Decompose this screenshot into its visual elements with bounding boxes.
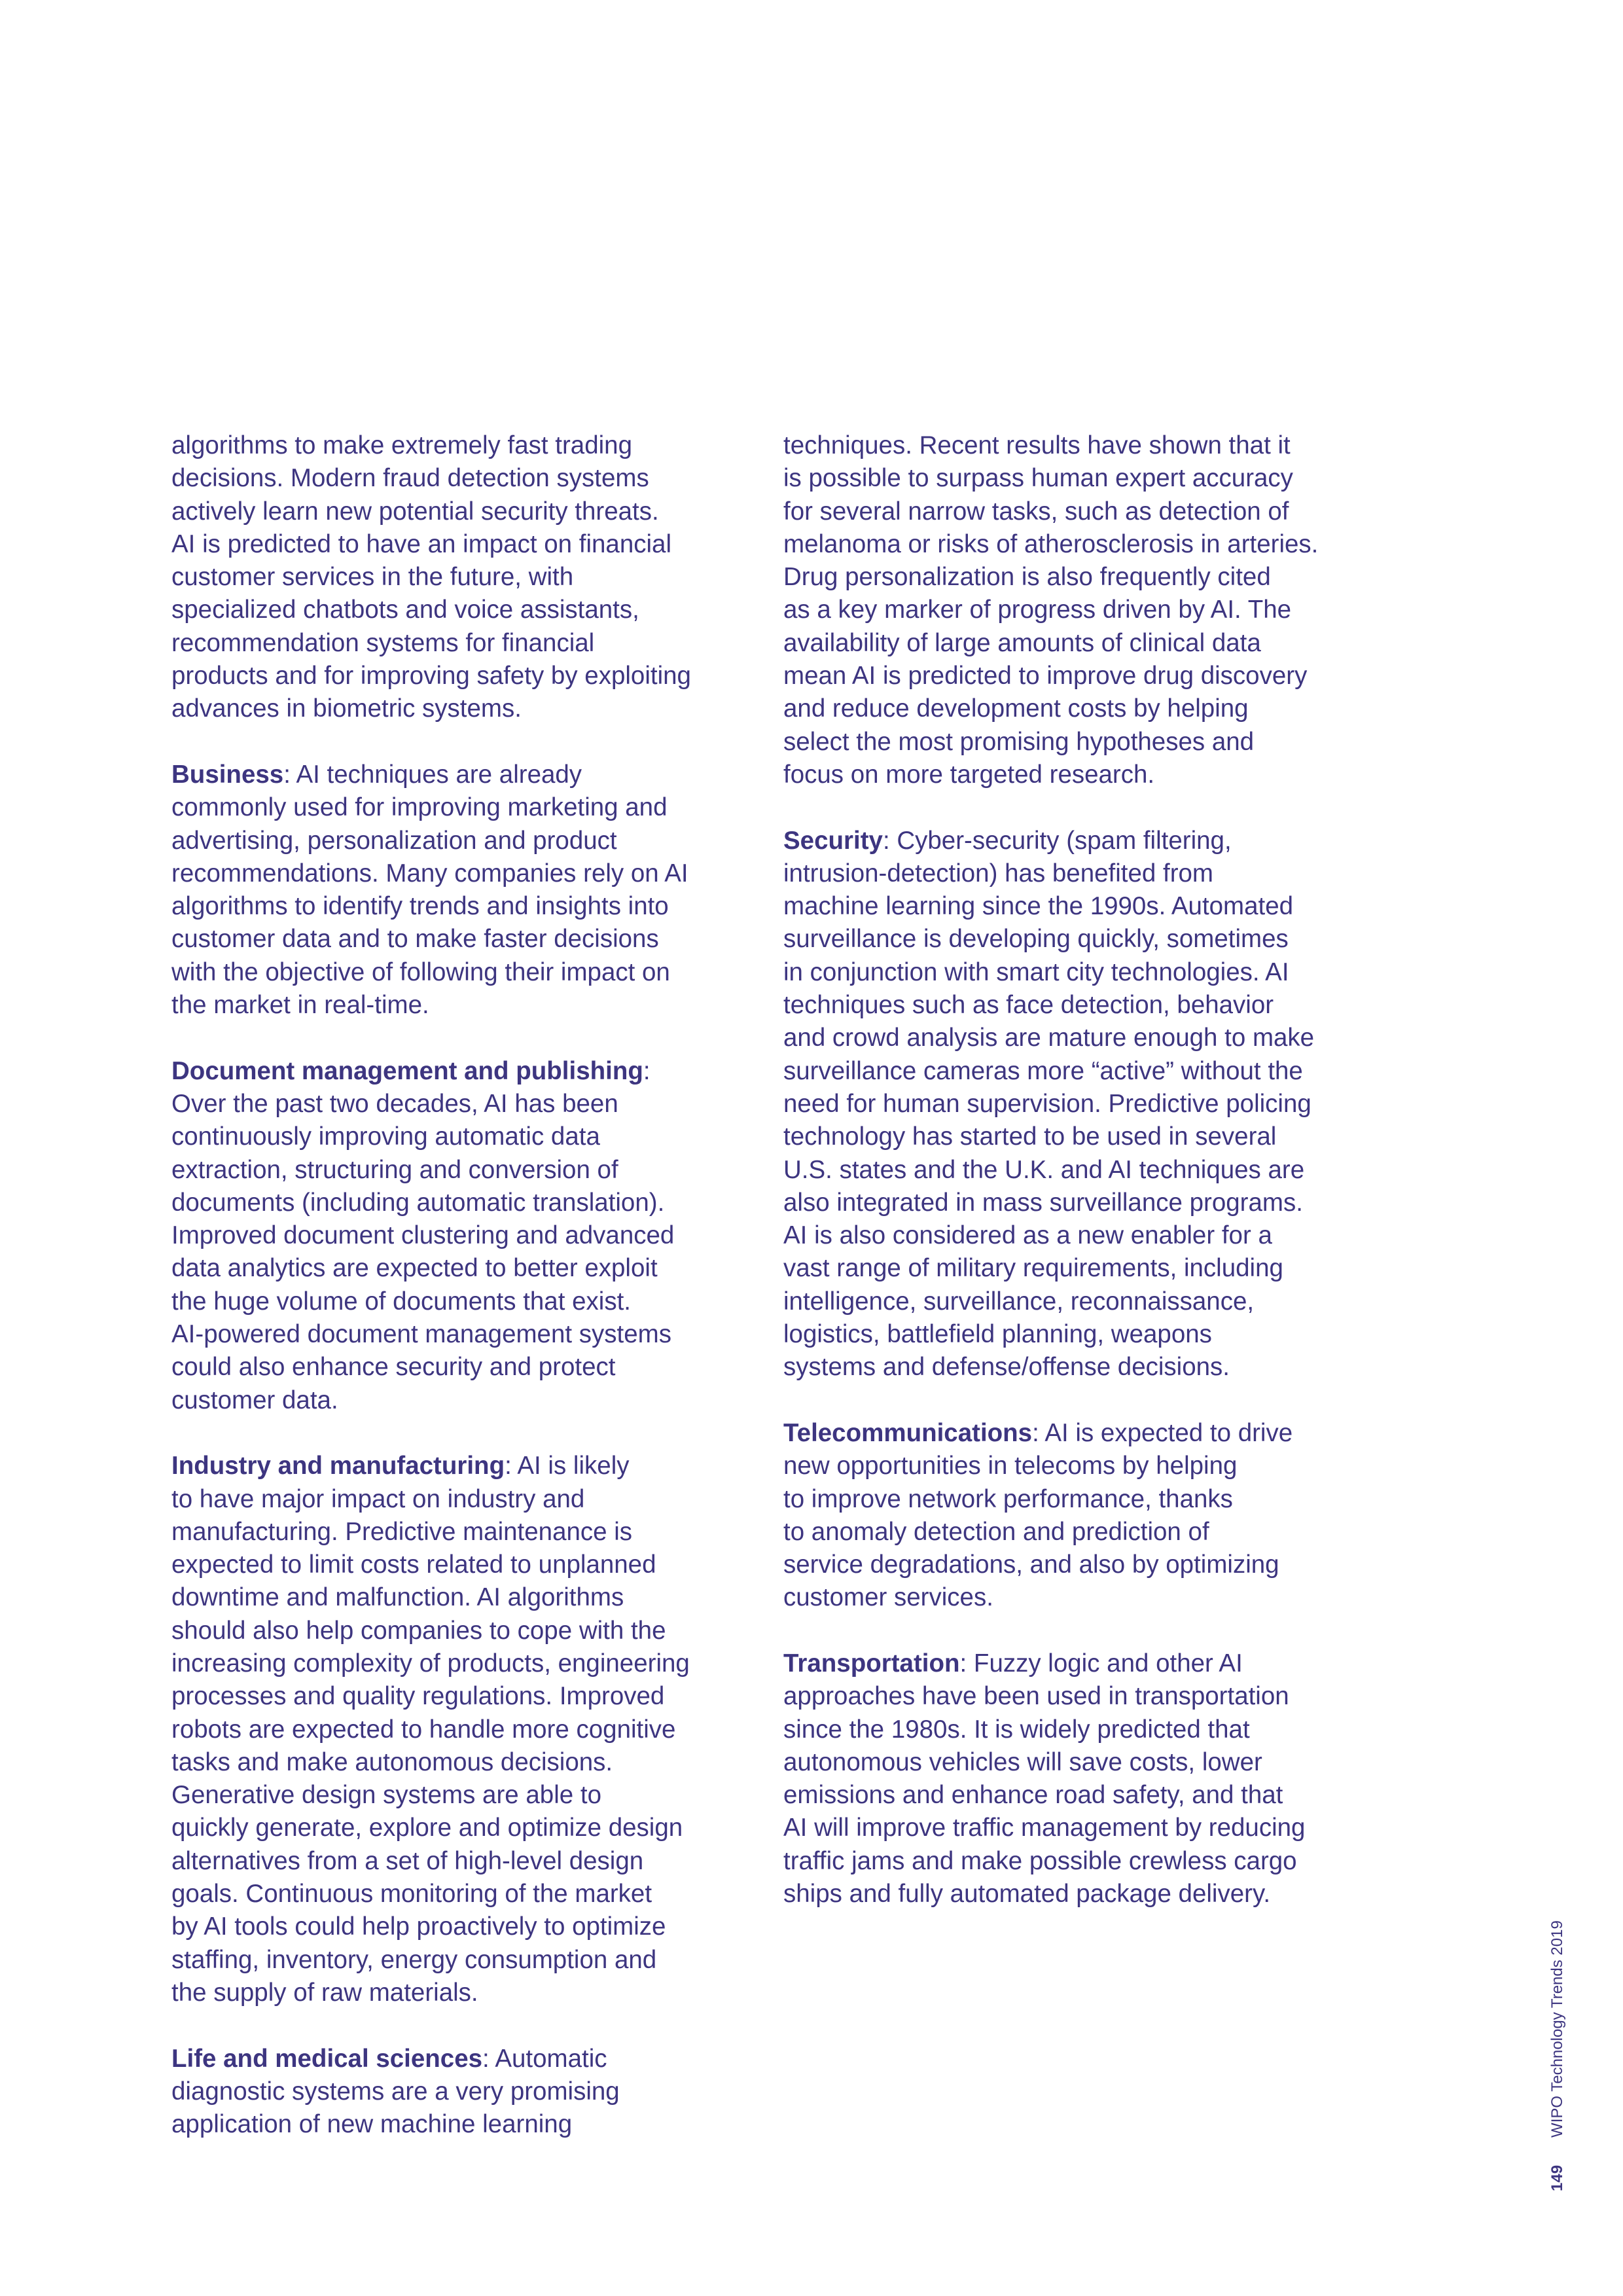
- paragraph-text: techniques. Recent results have shown that it is possible to surpass human expert accuracy for several narrow tasks, such as detection of melanoma or risks of atherosclerosis in arteries. Drug personalization is also frequently cited as a key marker of progress driven by AI. The availability of large amounts of clinical data mean AI is predicted to improve drug discovery and reduce development costs by helping select the most promising hypotheses and focus on more targeted research.: [783, 431, 1319, 789]
- page-number: 149: [1548, 2164, 1566, 2191]
- section-heading-industry: Industry and manufacturing: [171, 1452, 505, 1480]
- footer-rotated-text: [1548, 1920, 1567, 2191]
- section-heading-telecommunications: Telecommunications: [783, 1418, 1033, 1447]
- section-heading-life-sciences: Life and medical sciences: [171, 2044, 483, 2073]
- paragraph-text: : AI is expected to drive new opportunities in telecoms by helping to improve network performance, thanks to anomaly detection and prediction of service degradations, and also by optimizing customer services.: [783, 1418, 1293, 1612]
- paragraph-text: : AI techniques are already commonly used for improving marketing and advertising, personalization and product recommendations. Many companies rely on AI algorithms to identify trends and insights into customer data and to make faster decisions with the objective of following their impact on the market in real-time.: [171, 760, 688, 1020]
- paragraph-text: : AI is likely to have major impact on industry and manufacturing. Predictive maintenance is expected to limit costs related to unplanned downtime and malfunction. AI algorithms should also help companies to cope with the increasing complexity of products, engineering processes and quality regulations. Improved robots are expected to handle more cognitive tasks and make autonomous decisions. Generative design systems are able to quickly generate, explore and optimize design alternatives from a set of high-level design goals. Continuous monitoring of the market by AI tools could help proactively to optimize staffing, inventory, energy consumption and the supply of raw materials.: [171, 1452, 690, 2007]
- paragraph-industry: [171, 1450, 760, 2009]
- paragraph-document-management: [171, 1055, 760, 1417]
- section-heading-business: Business: [171, 760, 284, 789]
- page-footer-vertical: [1525, 1878, 1564, 2206]
- paragraph-finance-continued: [171, 429, 760, 726]
- section-heading-security: Security: [783, 826, 883, 855]
- paragraph-text: : Cyber-security (spam filtering, intrusion-detection) has benefited from machine learning since the 1990s. Automated surveillance is developing quickly, sometimes in conjunction with smart city technologies. AI techniques such as face detection, behavior and crowd analysis are mature enough to make surveillance cameras more “active” without the need for human supervision. Predictive policing technology has started to be used in several U.S. states and the U.K. and AI techniques are also integrated in mass surveillance programs. AI is also considered as a new enabler for a vast range of military requirements, including intelligence, surveillance, reconnaissance, logistics, battlefield planning, weapons systems and defense/offense decisions.: [783, 826, 1315, 1382]
- paragraph-text: : Fuzzy logic and other AI approaches have been used in transportation since the 1980s. It is widely predicted that autonomous vehicles will save costs, lower emissions and enhance road safety, and that AI will improve traffic management by reducing traffic jams and make possible crewless cargo ships and fully automated package delivery.: [783, 1649, 1306, 1909]
- right-column: [783, 429, 1392, 1944]
- paragraph-life-sciences: [171, 2043, 760, 2142]
- paragraph-text: : Over the past two decades, AI has been continuously improving automatic data extraction, structuring and conversion of documents (including automatic translation). Improved document clustering and advanced data analytics are expected to better exploit the huge volume of documents that exist. AI-powered document management systems could also enhance security and protect customer data.: [171, 1056, 675, 1414]
- paragraph-security: [783, 825, 1392, 1384]
- paragraph-telecommunications: [783, 1417, 1392, 1615]
- paragraph-transportation: [783, 1647, 1392, 1910]
- section-heading-transportation: Transportation: [783, 1649, 960, 1677]
- paragraph-medical-continued: [783, 429, 1392, 791]
- paragraph-text: algorithms to make extremely fast trading decisions. Modern fraud detection systems actively learn new potential security threats. AI is predicted to have an impact on financial customer services in the future, with specialized chatbots and voice assistants, recommendation systems for financial products and for improving safety by exploiting advances in biometric systems.: [171, 431, 691, 723]
- paragraph-text: : Automatic diagnostic systems are a very promising application of new machine learning: [171, 2044, 620, 2139]
- left-column: [171, 429, 760, 2174]
- section-heading-document-management: Document management and publishing: [171, 1056, 643, 1085]
- publication-title: WIPO Technology Trends 2019: [1548, 1920, 1566, 2138]
- paragraph-business: [171, 759, 760, 1022]
